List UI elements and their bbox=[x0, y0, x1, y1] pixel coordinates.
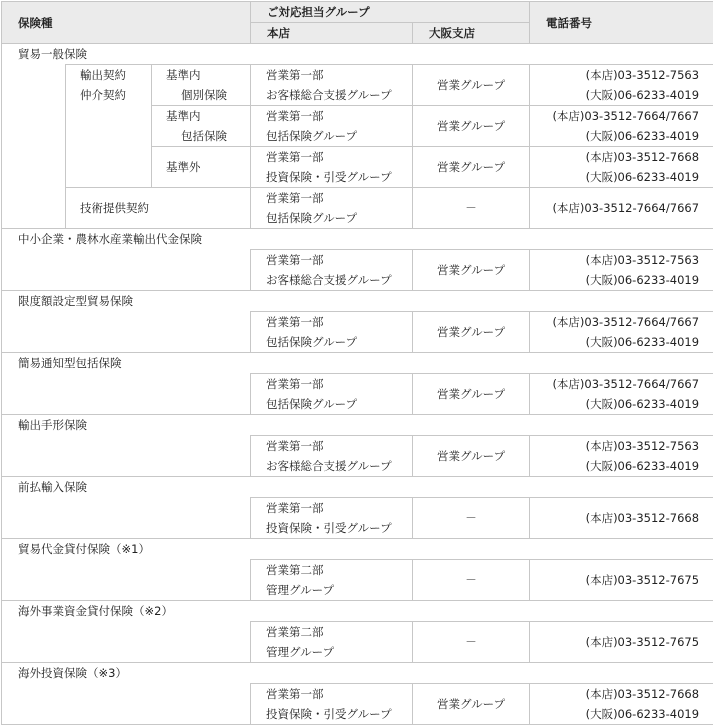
section-title: 限度額設定型貿易保険 bbox=[2, 291, 713, 312]
header-phone: 電話番号 bbox=[530, 2, 713, 44]
section-title: 前払輸入保険 bbox=[2, 477, 713, 498]
phone-cell: (本店)03-3512-7563 (大阪)06-6233-4019 bbox=[530, 250, 713, 291]
section-title: 海外投資保険（※3） bbox=[2, 663, 713, 684]
honten-cell: 営業第一部 包括保険グループ bbox=[251, 188, 413, 229]
contract-type: 輸出契約 仲介契約 bbox=[66, 65, 152, 188]
header-group: ご対応担当グループ bbox=[251, 2, 530, 23]
empty-cell bbox=[2, 560, 251, 601]
osaka-cell: － bbox=[413, 622, 530, 663]
phone-cell: (本店)03-3512-7563 (大阪)06-6233-4019 bbox=[530, 65, 713, 106]
header-category: 保険種 bbox=[2, 2, 251, 44]
phone-cell: (本店)03-3512-7664/7667 (大阪)06-6233-4019 bbox=[530, 106, 713, 147]
honten-cell: 営業第一部 包括保険グループ bbox=[251, 106, 413, 147]
phone-cell: (本店)03-3512-7664/7667 (大阪)06-6233-4019 bbox=[530, 312, 713, 353]
honten-cell: 営業第一部 包括保険グループ bbox=[251, 374, 413, 415]
section-title-row bbox=[2, 229, 713, 250]
coverage-type: 基準外 bbox=[152, 147, 251, 188]
section-title: 中小企業・農林水産業輸出代金保険 bbox=[2, 229, 713, 250]
section-title: 貿易一般保険 bbox=[2, 44, 713, 65]
honten-cell: 営業第二部 管理グループ bbox=[251, 622, 413, 663]
table-row bbox=[2, 374, 713, 415]
phone-cell: (本店)03-3512-7563 (大阪)06-6233-4019 bbox=[530, 436, 713, 477]
header-osaka: 大阪支店 bbox=[413, 23, 530, 44]
table-row bbox=[2, 622, 713, 663]
empty-cell bbox=[2, 312, 251, 353]
empty-cell bbox=[2, 622, 251, 663]
osaka-cell: 営業グループ bbox=[413, 147, 530, 188]
honten-cell: 営業第一部 お客様総合支援グループ bbox=[251, 250, 413, 291]
table-row bbox=[2, 188, 713, 229]
section-title-row bbox=[2, 601, 713, 622]
osaka-cell: 営業グループ bbox=[413, 250, 530, 291]
phone-cell: (本店)03-3512-7668 (大阪)06-6233-4019 bbox=[530, 684, 713, 725]
osaka-cell: － bbox=[413, 188, 530, 229]
section-title: 貿易代金貸付保険（※1） bbox=[2, 539, 713, 560]
coverage-type: 基準内 包括保険 bbox=[152, 106, 251, 147]
empty-cell bbox=[2, 436, 251, 477]
section-title: 輸出手形保険 bbox=[2, 415, 713, 436]
empty-cell bbox=[2, 684, 251, 725]
table-row bbox=[2, 684, 713, 725]
phone-cell: (本店)03-3512-7675 bbox=[530, 622, 713, 663]
phone-cell: (本店)03-3512-7675 bbox=[530, 560, 713, 601]
table-header-row bbox=[2, 2, 713, 23]
indent-cell bbox=[2, 65, 66, 229]
honten-cell: 営業第一部 お客様総合支援グループ bbox=[251, 65, 413, 106]
empty-cell bbox=[2, 374, 251, 415]
table-row bbox=[2, 560, 713, 601]
phone-cell: (本店)03-3512-7664/7667 bbox=[530, 188, 713, 229]
phone-cell: (本店)03-3512-7668 bbox=[530, 498, 713, 539]
section-title-row bbox=[2, 477, 713, 498]
osaka-cell: 営業グループ bbox=[413, 684, 530, 725]
empty-cell bbox=[2, 250, 251, 291]
honten-cell: 営業第二部 管理グループ bbox=[251, 560, 413, 601]
osaka-cell: 営業グループ bbox=[413, 106, 530, 147]
osaka-cell: － bbox=[413, 560, 530, 601]
osaka-cell: 営業グループ bbox=[413, 374, 530, 415]
osaka-cell: 営業グループ bbox=[413, 65, 530, 106]
phone-cell: (本店)03-3512-7664/7667 (大阪)06-6233-4019 bbox=[530, 374, 713, 415]
honten-cell: 営業第一部 包括保険グループ bbox=[251, 312, 413, 353]
honten-cell: 営業第一部 投資保険・引受グループ bbox=[251, 147, 413, 188]
section-title-row bbox=[2, 44, 713, 65]
osaka-cell: 営業グループ bbox=[413, 312, 530, 353]
phone-cell: (本店)03-3512-7668 (大阪)06-6233-4019 bbox=[530, 147, 713, 188]
table-row bbox=[2, 436, 713, 477]
section-title: 簡易通知型包括保険 bbox=[2, 353, 713, 374]
section-title-row bbox=[2, 415, 713, 436]
table-row bbox=[2, 312, 713, 353]
honten-cell: 営業第一部 お客様総合支援グループ bbox=[251, 436, 413, 477]
section-title-row bbox=[2, 291, 713, 312]
contact-table bbox=[1, 1, 713, 725]
contract-type: 技術提供契約 bbox=[66, 188, 251, 229]
section-title-row bbox=[2, 353, 713, 374]
table-row bbox=[2, 65, 713, 106]
osaka-cell: 営業グループ bbox=[413, 436, 530, 477]
empty-cell bbox=[2, 498, 251, 539]
header-honten: 本店 bbox=[251, 23, 413, 44]
honten-cell: 営業第一部 投資保険・引受グループ bbox=[251, 684, 413, 725]
section-title-row bbox=[2, 539, 713, 560]
table-row bbox=[2, 498, 713, 539]
coverage-type: 基準内 個別保険 bbox=[152, 65, 251, 106]
section-title: 海外事業資金貸付保険（※2） bbox=[2, 601, 713, 622]
honten-cell: 営業第一部 投資保険・引受グループ bbox=[251, 498, 413, 539]
table-row bbox=[2, 250, 713, 291]
section-title-row bbox=[2, 663, 713, 684]
osaka-cell: － bbox=[413, 498, 530, 539]
